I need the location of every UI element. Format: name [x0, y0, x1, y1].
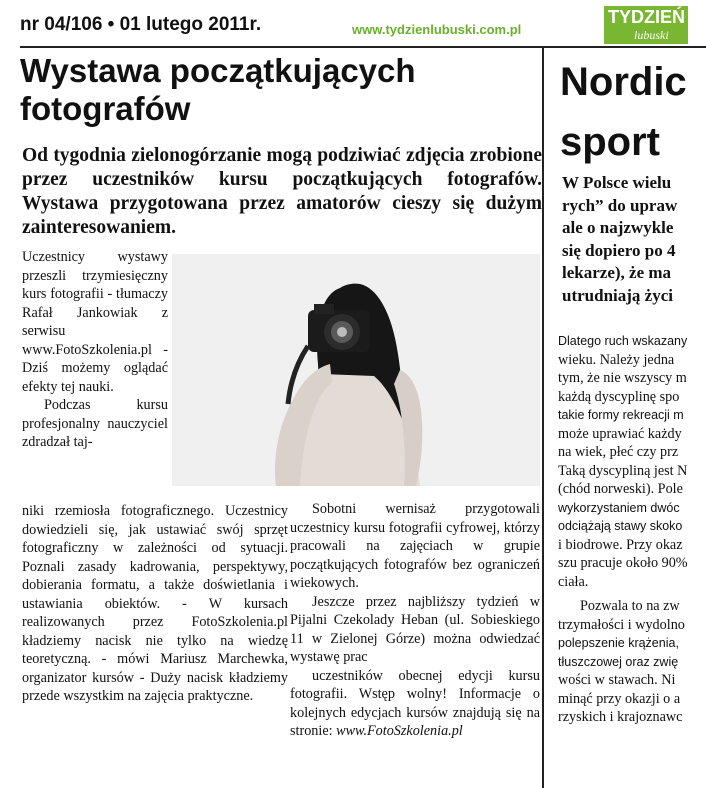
website-url[interactable]: www.tydzienlubuski.com.pl	[352, 22, 522, 37]
publication-logo	[604, 6, 688, 44]
text-line: wykorzystaniem dwóc	[558, 500, 680, 515]
paragraph: Jeszcze przez najbliższy tydzień w Pijalni Czekolady Heban (ul. Sobieskiego 11 w Zielonej Górze) można odwiedzać wystawę prac	[290, 593, 540, 665]
text-line: ciała.	[558, 573, 589, 590]
text-line: może uprawiać każdy	[558, 425, 682, 442]
lead-line: rych” do upraw	[562, 195, 678, 215]
text-line: i biodrowe. Przy okaz	[558, 536, 683, 553]
logo-main-text: TYDZIEŃ	[608, 7, 686, 27]
article2-title	[560, 52, 687, 172]
article-title: Wystawa początkujących fotografów	[20, 52, 416, 127]
paragraph: Uczestnicy wystawy przeszli trzymiesięczny kurs fotografii - tłumaczy Rafał Jankowiak z serwisu www.FotoSzkolenia.pl - Dziś możemy oglądać efekty tej nauki.	[22, 249, 168, 395]
lead-line: W Polsce wielu	[562, 173, 672, 192]
text-line: wości w stawach. Ni	[558, 672, 676, 688]
text-line: odciążają stawy skoko	[558, 519, 683, 533]
article-photo	[172, 254, 540, 486]
article2-body	[558, 332, 706, 727]
paragraph: Sobotni wernisaż przygotowali uczestnicy kursu fotografii cyfrowej, którzy pracowali na zajęciach w grupie początkujących fotografów bez ograniczeń wiekowych.	[290, 501, 540, 591]
article-column-a	[22, 248, 168, 452]
text-line: (chód norweski). Pole	[558, 481, 683, 497]
article-column-b	[22, 502, 288, 706]
lead-line: lekarze), że ma	[562, 263, 672, 282]
lead-line: utrudniają życi	[562, 285, 673, 305]
text-line: tłuszczowej oraz zwię	[558, 654, 679, 669]
title-line: Nordic	[560, 60, 687, 104]
paragraph: niki rzemiosła fotograficznego. Uczestnicy dowiedzieli się, jak ustawiać swój sprzęt fotograficzny w zależności od sytuacji. Poznali zasady kadrowania, perspektywy, dobierania formatu, a także doświetlania i ustawiania obiektów. - W kursach realizowanych przez FotoSzkolenia.pl kładziemy nacisk nie tylko na wiedzę teoretyczną. - mówi Mariusz Marchewka, organizator kursów - Duży nacisk kładziemy przede wszystkim na zajęcia praktyczne.	[22, 503, 288, 704]
paragraph: Podczas kursu profesjonalny nauczyciel zdradzał taj-	[22, 397, 168, 450]
article-link[interactable]: www.FotoSzkolenia.pl	[336, 723, 463, 739]
lead-line: ale o najzwykle	[562, 218, 674, 237]
column-divider	[542, 48, 544, 788]
article2-lead	[562, 172, 706, 307]
text-line: na wiek, płeć czy prz	[558, 444, 679, 460]
text-line: rzyskich i krajoznawc	[558, 709, 683, 725]
header-divider	[20, 46, 706, 48]
article-column-c	[290, 500, 540, 741]
paragraph	[290, 667, 540, 741]
title-line: sport	[560, 120, 660, 164]
text-line: tym, że nie wszyscy m	[558, 370, 687, 386]
text-line: Pozwala to na zw	[580, 598, 680, 614]
paragraph-text: uczestników obecnej edycji kursu fotografii. Wstęp wolny! Informacje o kolejnych edycjach kursów znajdują się na stronie:	[290, 667, 540, 739]
lead-line: się dopiero po 4	[562, 240, 676, 260]
article-lead: Od tygodnia zielonogórzanie mogą podziwiać zdjęcia zrobione przez uczestników kursu początkujących fotografów. Wystawa przygotowana przez amatorów cieszy się dużym zainteresowaniem.	[22, 145, 542, 238]
text-line: polepszenie krążenia,	[558, 636, 679, 650]
photographer-image	[172, 254, 540, 486]
logo-sub-text: lubuski	[634, 28, 669, 42]
issue-info: nr 04/106 • 01 lutego 2011r.	[20, 14, 262, 35]
text-line: Taką dyscypliną jest N	[558, 462, 688, 479]
text-line: takie formy rekreacji m	[558, 408, 684, 422]
text-line: wieku. Należy jedna	[558, 351, 675, 368]
text-line: szu pracuje około 90%	[558, 555, 688, 571]
text-line: minąć przy okazji o a	[558, 690, 681, 707]
text-line: Dlatego ruch wskazany	[558, 334, 688, 348]
text-line: każdą dyscyplinę spo	[558, 388, 680, 405]
text-line: trzymałości i wydolno	[558, 616, 685, 633]
